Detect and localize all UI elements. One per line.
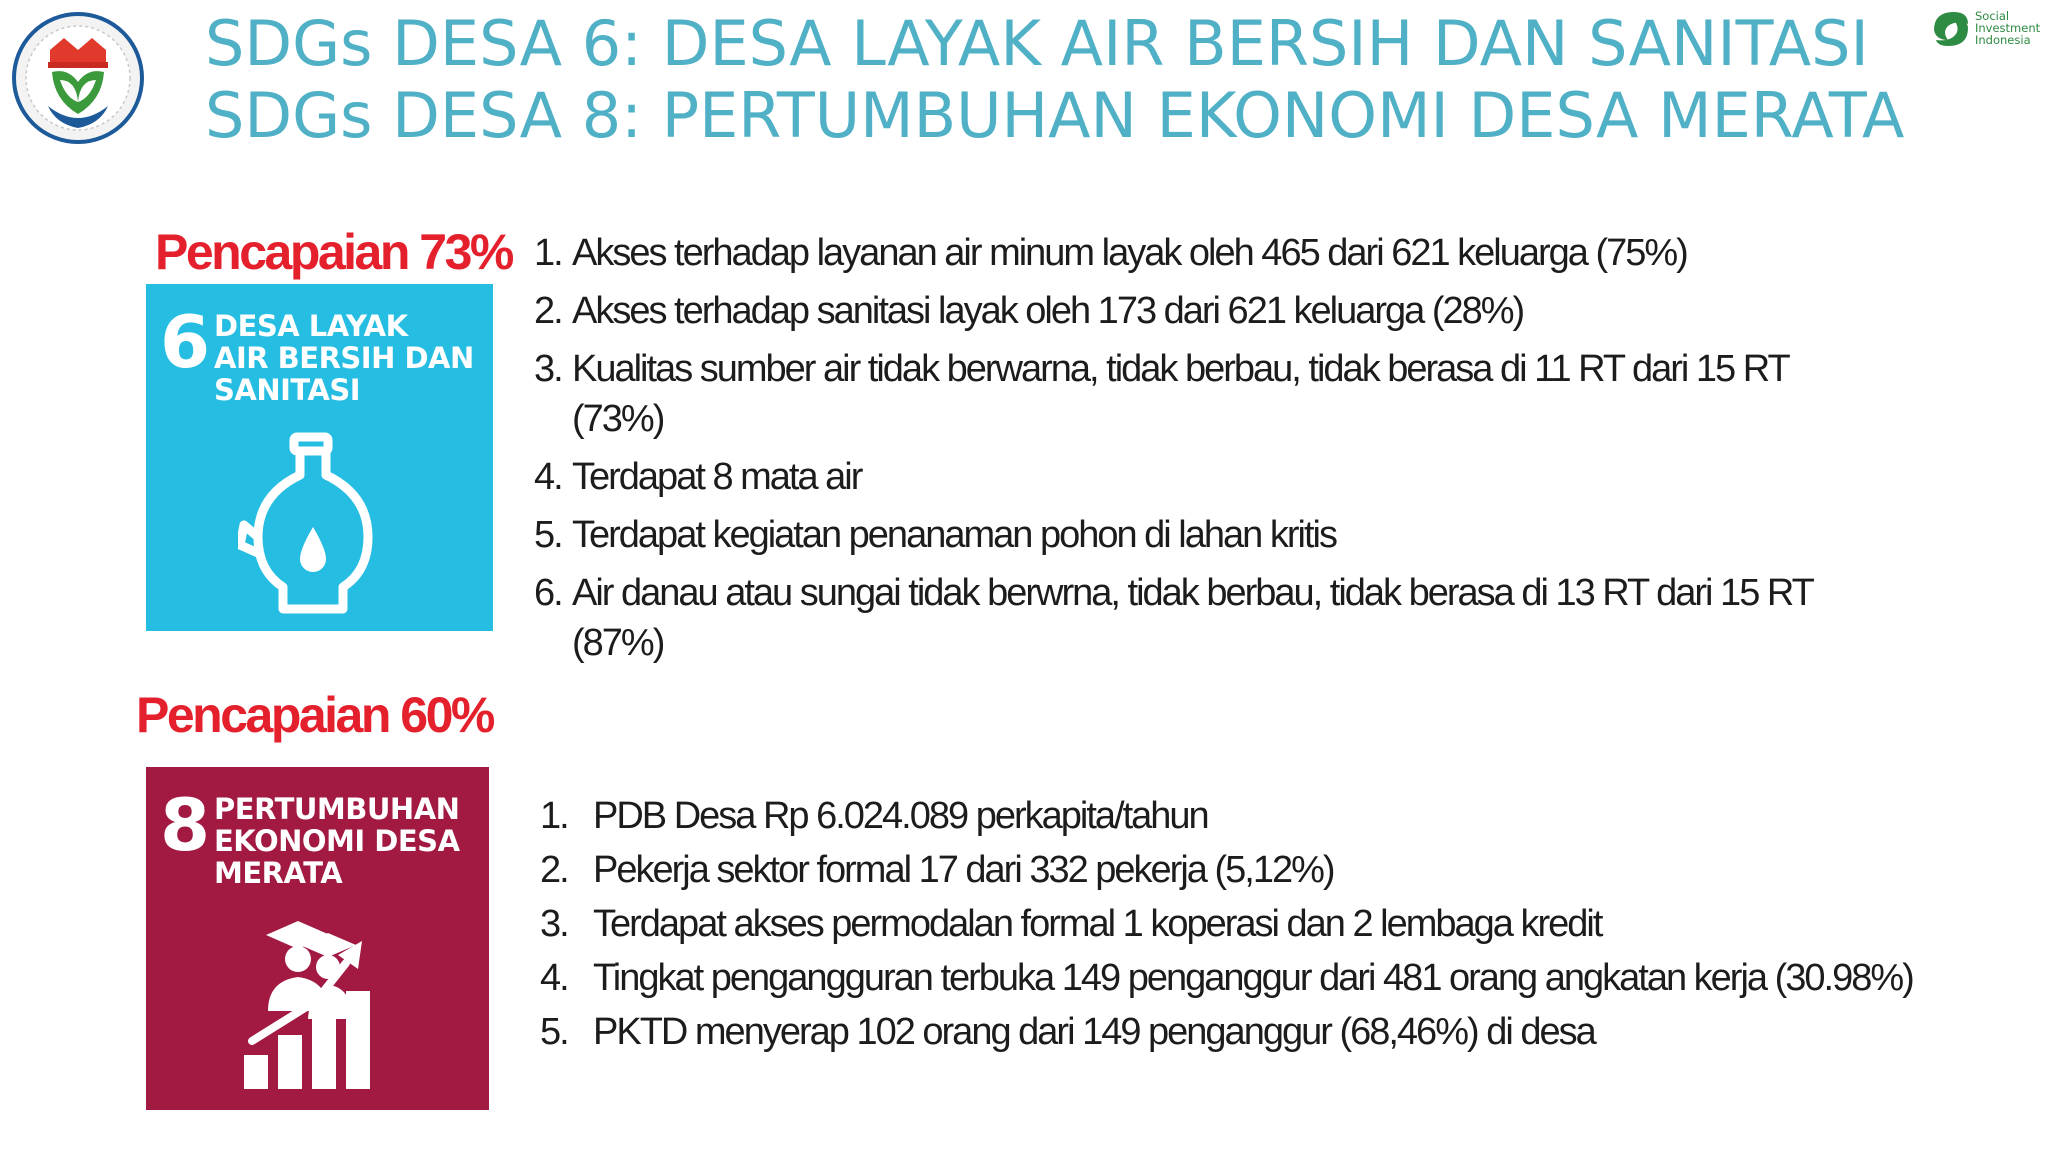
list-item: 1. PDB Desa Rp 6.024.089 perkapita/tahun xyxy=(540,795,1208,837)
sdg6-tile-number: 6 xyxy=(160,300,211,384)
sdg8-achievement: Pencapaian 60% xyxy=(136,687,493,743)
list-item: 4. Terdapat 8 mata air xyxy=(534,456,862,498)
title-line-sdg8: SDGs DESA 8: PERTUMBUHAN EKONOMI DESA MERATA xyxy=(205,79,1905,152)
sdg6-achievement: Pencapaian 73% xyxy=(155,224,512,280)
sdg8-tile xyxy=(146,767,489,1110)
list-item: 3. Kualitas sumber air tidak berwarna, tidak berbau, tidak berasa di 11 RT dari 15 RT (73%) xyxy=(534,348,1789,440)
list-item: 6. Air danau atau sungai tidak berwrna, tidak berbau, tidak berasa di 13 RT dari 15 RT (87%) xyxy=(534,572,1813,664)
list-item: 1. Akses terhadap layanan air minum layak oleh 465 dari 621 keluarga (75%) xyxy=(534,232,1687,274)
sdg6-tile-name: DESA LAYAK AIR BERSIH DAN SANITASI xyxy=(214,309,474,407)
list-item: 5. Terdapat kegiatan penanaman pohon di lahan kritis xyxy=(534,514,1336,556)
list-item: 3. Terdapat akses permodalan formal 1 koperasi dan 2 lembaga kredit xyxy=(540,903,1602,945)
sdg8-tile-name: PERTUMBUHAN EKONOMI DESA MERATA xyxy=(214,792,460,890)
sdg6-tile xyxy=(146,284,493,631)
page-title xyxy=(205,8,1904,152)
sii-leaf-icon xyxy=(1928,6,1974,52)
sii-wordmark: Social Investment Indonesia xyxy=(1975,9,2041,47)
list-item: 4. Tingkat pengangguran terbuka 149 penganggur dari 481 orang angkatan kerja (30.98%) xyxy=(540,957,1913,999)
list-item: 5. PKTD menyerap 102 orang dari 149 penganggur (68,46%) di desa xyxy=(540,1011,1595,1053)
water-jug-icon xyxy=(238,429,408,614)
sdg8-indicator-list xyxy=(540,789,1913,1059)
ministry-emblem-icon xyxy=(10,10,146,146)
sdg8-tile-number: 8 xyxy=(160,783,211,867)
list-item: 2. Akses terhadap sanitasi layak oleh 173 dari 621 keluarga (28%) xyxy=(534,290,1524,332)
ministry-logo xyxy=(10,10,146,146)
sdg6-indicator-list xyxy=(534,228,1813,676)
economic-growth-icon xyxy=(238,915,398,1090)
social-investment-indonesia-logo xyxy=(1928,2,2046,58)
list-item: 2. Pekerja sektor formal 17 dari 332 pekerja (5,12%) xyxy=(540,849,1334,891)
title-line-sdg6: SDGs DESA 6: DESA LAYAK AIR BERSIH DAN SANITASI xyxy=(205,7,1869,80)
